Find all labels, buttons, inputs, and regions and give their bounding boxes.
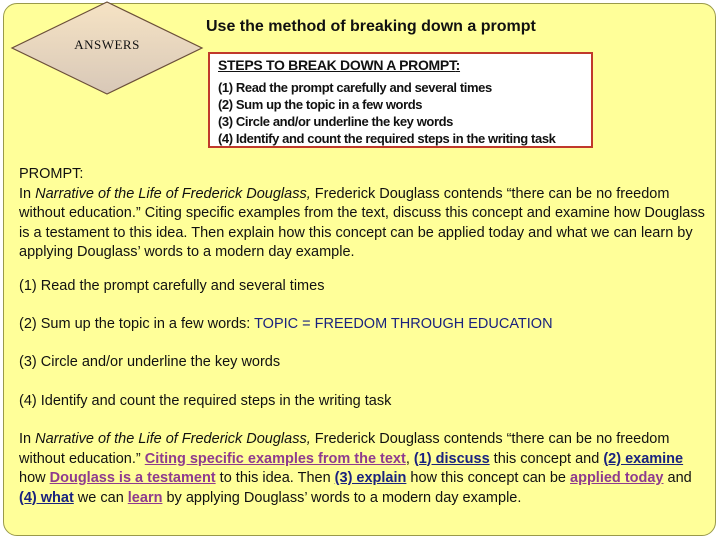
- required-step: (4) what: [19, 489, 74, 506]
- required-step: (2) examine: [603, 450, 684, 467]
- book-title-marked: Narrative of the Life of Frederick Douglass,: [35, 431, 311, 447]
- steps-box-step-4: (4) Identify and count the required steps in the writing task: [218, 131, 556, 146]
- answers-label: ANSWERS: [74, 37, 140, 52]
- steps-box: [208, 52, 593, 148]
- answer-step-1: (1) Read the prompt carefully and several times: [19, 278, 325, 294]
- prompt-label: PROMPT:: [19, 166, 84, 182]
- answer-step-2: (2) Sum up the topic in a few words: TOPIC = FREEDOM THROUGH EDUCATION: [19, 316, 553, 332]
- steps-box-step-3: (3) Circle and/or underline the key words: [218, 114, 453, 129]
- book-title: Narrative of the Life of Frederick Douglass,: [35, 185, 311, 202]
- key-phrase: applied today: [570, 470, 664, 486]
- page-title: Use the method of breaking down a prompt: [206, 18, 536, 35]
- answer-step-4: (4) Identify and count the required steps in the writing task: [19, 393, 392, 409]
- key-phrase: learn: [127, 489, 163, 506]
- topic-answer: TOPIC = FREEDOM THROUGH EDUCATION: [254, 316, 553, 332]
- steps-box-step-2: (2) Sum up the topic in a few words: [218, 97, 423, 112]
- steps-box-step-1: (1) Read the prompt carefully and several times: [218, 80, 492, 95]
- marked-prompt: In Narrative of the Life of Frederick Douglass, Frederick Douglass contends “there can be no freedom without education.” Citing specific examples from the text, (1) discuss this concept and (2) examine how Douglass is a testament to this idea. Then (3) explain how this concept can be applied today and (4) what we can learn by applying Douglass’ words to a modern day example.: [19, 431, 692, 506]
- required-step: (1) discuss: [413, 450, 490, 467]
- key-phrase: Citing specific examples from the text: [144, 450, 406, 467]
- steps-box-title: STEPS TO BREAK DOWN A PROMPT:: [218, 57, 461, 73]
- prompt-text: PROMPT: In Narrative of the Life of Frederick Douglass, Frederick Douglass contends “there can be no freedom without education.” Citing specific examples from the text, discuss this concept and examine how Douglass is a testament to this idea. Then explain how this concept can be applied today and what we can learn by applying Douglass’ words to a modern day example.: [19, 165, 709, 263]
- required-step: (3) explain: [334, 470, 407, 486]
- key-phrase: Douglass is a testament: [49, 470, 216, 486]
- answer-step-3: (3) Circle and/or underline the key words: [19, 354, 281, 370]
